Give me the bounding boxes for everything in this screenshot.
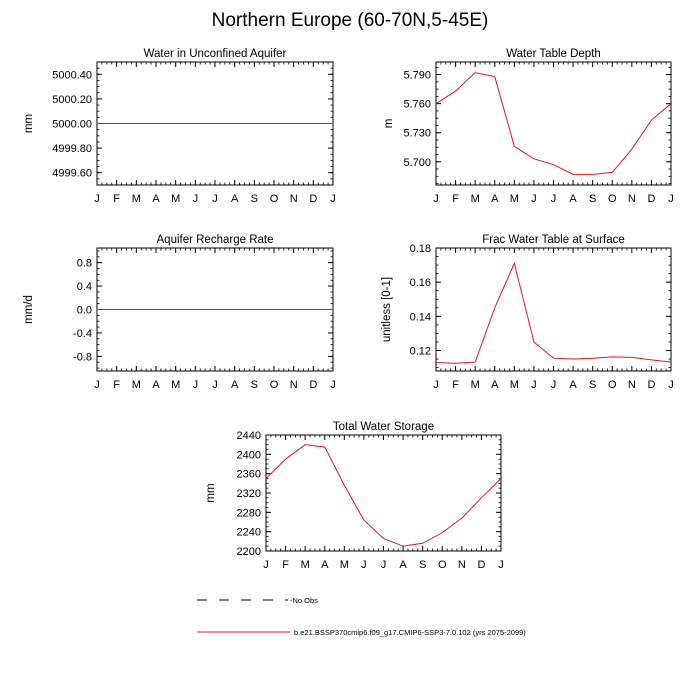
x-tick-label: J: [668, 193, 674, 205]
x-tick-label: N: [627, 379, 636, 391]
x-tick-label: J: [212, 193, 218, 205]
x-tick-label: O: [607, 379, 617, 391]
y-tick-label: 0.8: [76, 257, 92, 270]
x-tick-label: S: [588, 379, 597, 391]
panel-5: [205, 421, 504, 571]
panel-2: [383, 48, 674, 205]
x-tick-label: M: [131, 193, 141, 205]
x-tick-label: S: [250, 193, 259, 205]
x-tick-label: M: [509, 193, 519, 205]
x-tick-label: J: [263, 559, 269, 571]
y-tick-label: 2320: [236, 488, 261, 500]
panel-title: Frac Water Table at Surface: [482, 234, 625, 246]
x-tick-label: D: [477, 559, 486, 571]
x-tick-label: J: [433, 193, 439, 205]
x-tick-label: A: [321, 559, 329, 571]
x-tick-label: A: [230, 379, 239, 391]
panel-title: Aquifer Recharge Rate: [156, 234, 274, 246]
x-tick-label: S: [250, 379, 259, 391]
x-tick-label: J: [668, 379, 674, 391]
y-axis-label: mm: [23, 113, 35, 134]
series-line: [436, 263, 671, 363]
x-tick-label: N: [627, 193, 636, 205]
x-tick-label: A: [230, 193, 239, 205]
series-line: [436, 73, 671, 175]
y-axis-label: unitless [0-1]: [381, 276, 393, 343]
x-tick-label: J: [330, 193, 336, 205]
x-tick-label: A: [152, 379, 160, 391]
y-tick-label: 4999.80: [52, 143, 92, 156]
legend-obs-label: -No Obs: [290, 596, 318, 605]
y-axis-label: mm: [205, 483, 217, 503]
y-tick-label: 0.18: [409, 243, 431, 255]
x-tick-label: A: [399, 559, 407, 571]
y-tick-label: -0.8: [73, 351, 92, 364]
x-tick-label: J: [94, 193, 100, 205]
x-tick-label: D: [309, 193, 318, 205]
x-tick-label: F: [452, 379, 459, 391]
x-tick-label: J: [550, 379, 557, 391]
x-tick-label: A: [152, 193, 160, 205]
y-tick-label: 0.0: [76, 304, 92, 317]
y-tick-label: 2360: [236, 468, 261, 481]
y-tick-label: -0.4: [73, 327, 92, 340]
x-tick-label: F: [113, 193, 121, 205]
y-tick-label: 5.790: [403, 69, 431, 82]
x-tick-label: M: [300, 559, 310, 571]
x-tick-label: O: [269, 193, 279, 205]
x-tick-label: J: [94, 379, 100, 391]
x-tick-label: A: [491, 379, 499, 391]
y-tick-label: 5000.40: [52, 69, 92, 82]
x-tick-label: A: [569, 193, 577, 205]
series-line: [266, 445, 501, 546]
x-tick-label: F: [282, 559, 289, 571]
page-title: Northern Europe (60-70N,5-45E): [211, 10, 489, 31]
x-tick-label: D: [647, 379, 656, 391]
panel-1: [23, 48, 336, 205]
x-tick-label: S: [418, 559, 427, 571]
x-tick-label: M: [171, 193, 181, 205]
x-tick-label: J: [330, 379, 336, 391]
y-axis-label: mm/d: [23, 295, 35, 324]
x-tick-label: J: [361, 559, 367, 571]
x-tick-label: J: [192, 379, 199, 391]
x-tick-label: J: [531, 193, 537, 205]
y-tick-label: 2400: [236, 449, 261, 462]
x-tick-label: F: [113, 379, 121, 391]
x-tick-label: M: [470, 193, 480, 205]
panel-title: Water Table Depth: [506, 48, 601, 60]
x-tick-label: J: [498, 559, 504, 571]
panel-3: [23, 234, 336, 391]
legend: [197, 596, 526, 637]
y-tick-label: 5000.00: [52, 118, 92, 131]
y-tick-label: 5.700: [403, 156, 431, 169]
x-tick-label: M: [509, 379, 519, 391]
x-tick-label: N: [457, 559, 466, 571]
x-tick-label: N: [289, 379, 298, 391]
y-tick-label: 0.12: [409, 345, 431, 358]
x-tick-label: O: [437, 559, 447, 571]
y-tick-label: 2280: [236, 507, 261, 520]
y-tick-label: 2440: [236, 430, 261, 442]
x-tick-label: J: [380, 559, 387, 571]
y-tick-label: 5.760: [403, 98, 431, 111]
plot-frame: [266, 435, 501, 551]
plot-frame: [436, 248, 671, 371]
x-tick-label: J: [531, 379, 537, 391]
x-tick-label: M: [131, 379, 141, 391]
y-tick-label: 0.4: [76, 281, 92, 294]
x-tick-label: F: [452, 193, 459, 205]
x-tick-label: M: [470, 379, 480, 391]
y-tick-label: 5.730: [403, 127, 431, 140]
y-tick-label: 0.16: [409, 277, 431, 290]
x-tick-label: A: [491, 193, 499, 205]
panel-title: Water in Unconfined Aquifer: [143, 48, 287, 60]
x-tick-label: N: [289, 193, 298, 205]
y-axis-label: m: [383, 118, 395, 129]
x-tick-label: J: [433, 379, 439, 391]
x-tick-label: M: [171, 379, 181, 391]
x-tick-label: J: [550, 193, 557, 205]
panel-title: Total Water Storage: [332, 421, 435, 433]
y-tick-label: 2200: [236, 546, 261, 558]
legend-model-label: b.e21.BSSP370cmip6.f09_g17.CMIP6-SSP3-7.0.102 (yrs 2075-2099): [294, 628, 526, 637]
x-tick-label: D: [309, 379, 318, 391]
plot-frame: [436, 62, 671, 185]
y-tick-label: 0.14: [409, 311, 431, 324]
x-tick-label: O: [269, 379, 279, 391]
x-tick-label: A: [569, 379, 577, 391]
y-tick-label: 4999.60: [52, 167, 92, 180]
panel-4: [381, 234, 674, 391]
y-tick-label: 2240: [236, 526, 261, 539]
x-tick-label: J: [212, 379, 218, 391]
y-tick-label: 5000.20: [52, 93, 92, 106]
x-tick-label: M: [339, 559, 349, 571]
x-tick-label: S: [588, 193, 597, 205]
x-tick-label: J: [192, 193, 199, 205]
x-tick-label: D: [647, 193, 656, 205]
x-tick-label: O: [607, 193, 617, 205]
